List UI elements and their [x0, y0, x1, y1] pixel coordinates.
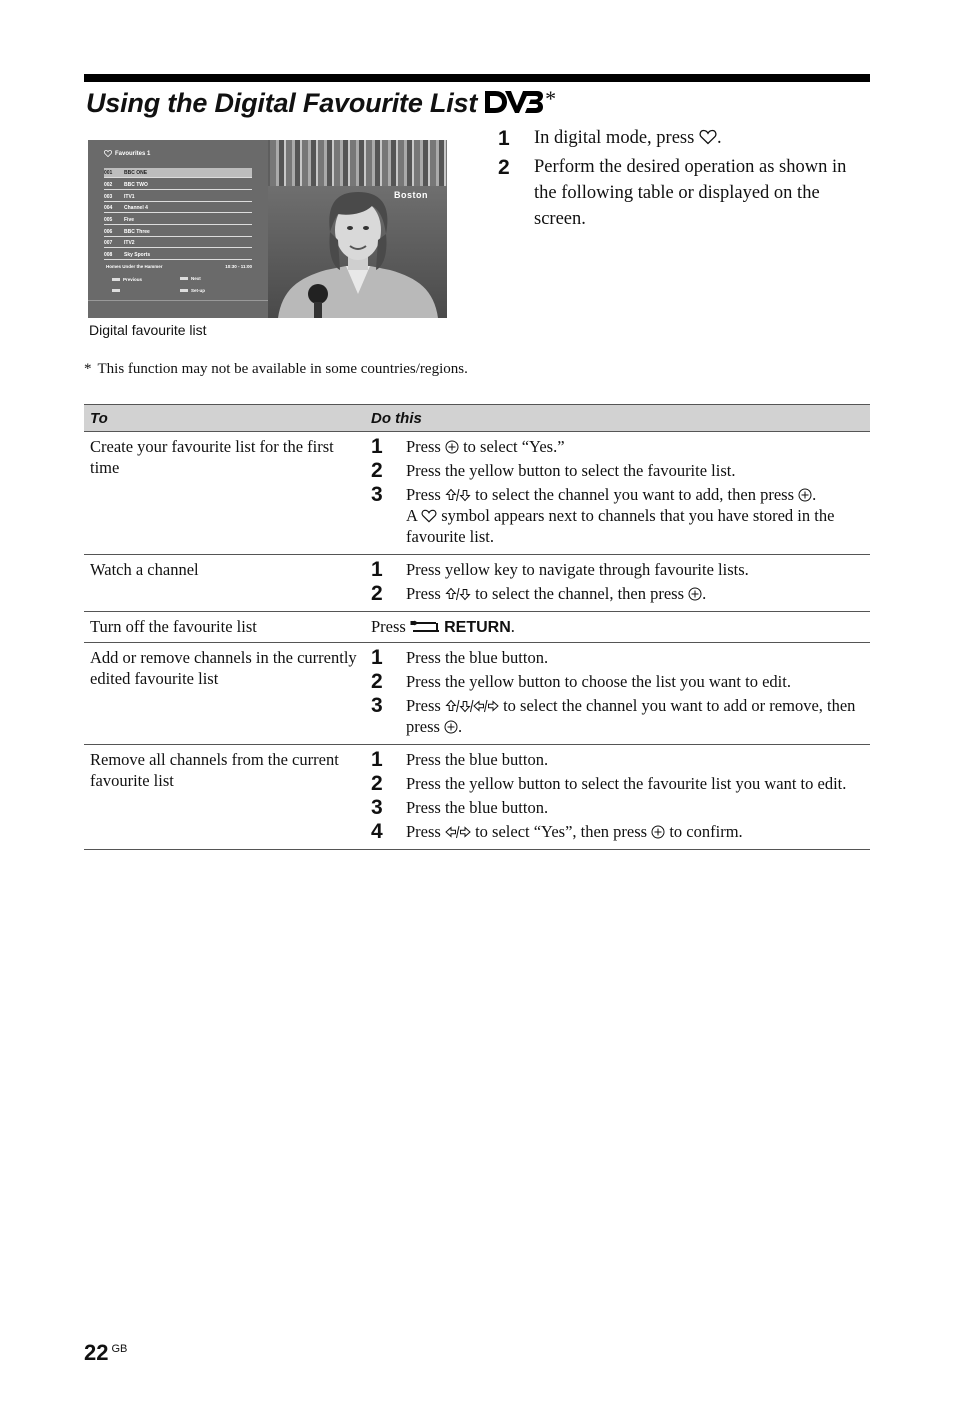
programme-info: Homes Under the Hammer 10:30 - 11:00	[106, 264, 252, 269]
channel-row: 006 BBC Three	[104, 227, 252, 237]
favourites-header-label: Favourites 1	[115, 150, 151, 157]
up-down-arrow-icon	[445, 488, 471, 502]
page-number: 22 $^{GB}$	[84, 1340, 128, 1365]
left-right-arrow-icon	[445, 825, 471, 839]
channel-row: 003 ITV1	[104, 192, 252, 202]
enter-button-icon	[445, 440, 459, 454]
table-row	[84, 643, 870, 745]
channel-row: 005 Five	[104, 215, 252, 225]
table-row	[84, 555, 870, 612]
step-text: In digital mode, press .	[534, 128, 722, 148]
instruction-step: 2 Press the yellow button to select the favourite list.	[371, 459, 736, 482]
instructions-cell	[365, 432, 870, 555]
four-way-arrow-icon	[445, 699, 499, 713]
legend-setup: Set-up	[180, 288, 205, 293]
heart-icon	[699, 129, 717, 145]
task-cell: Create your favourite list for the first time	[84, 432, 365, 555]
footnote: * This function may not be available in some countries/regions.	[84, 361, 468, 377]
favourites-header	[104, 150, 150, 157]
column-header-do-this: Do this	[365, 405, 870, 432]
legend-next: Next	[180, 276, 201, 281]
channel-row: 008 Sky Sports	[104, 250, 252, 260]
instructions-cell: Press RETURN.	[365, 612, 870, 643]
instructions-cell	[365, 643, 870, 745]
enter-button-icon	[798, 488, 812, 502]
step-number: 1	[498, 127, 510, 150]
column-header-to: To	[84, 405, 365, 432]
task-cell: Turn off the favourite list	[84, 612, 365, 643]
instruction-step: 3 Press to select the channel you want to add or remove, then press .	[371, 694, 856, 736]
channel-row: 002 BBC TWO	[104, 180, 252, 190]
instruction-step: 2 Press to select the channel, then press .	[371, 582, 707, 605]
return-icon	[410, 620, 440, 634]
instruction-step: 1 Press yellow key to navigate through favourite lists.	[371, 558, 749, 581]
task-cell: Remove all channels from the current favourite list	[84, 745, 365, 850]
enter-button-icon	[444, 720, 458, 734]
up-down-arrow-icon	[445, 587, 471, 601]
enter-button-icon	[651, 825, 665, 839]
channel-row: 007 ITV2	[104, 238, 252, 248]
legend-previous: Previous	[112, 277, 142, 282]
instruction-step: 2 Press the yellow button to select the favourite list you want to edit.	[371, 772, 847, 795]
instruction-step: 3 Press the blue button.	[371, 796, 549, 819]
location-label: Boston	[394, 190, 428, 200]
channel-row: 001 BBC ONE	[104, 168, 252, 178]
header-rule	[84, 74, 870, 82]
enter-button-icon	[688, 587, 702, 601]
intro-step	[498, 128, 870, 151]
dvb-logo-icon	[481, 88, 543, 123]
step-number: 2	[498, 156, 510, 179]
title-footnote-mark: *	[545, 86, 556, 111]
heart-icon	[421, 509, 437, 523]
table-header-row	[84, 405, 870, 432]
table-row	[84, 432, 870, 555]
task-cell: Watch a channel	[84, 555, 365, 612]
instruction-step: 1 Press the blue button.	[371, 646, 549, 669]
instruction-step: 1 Press to select “Yes.”	[371, 435, 565, 458]
page-title	[86, 86, 556, 123]
instruction-step: 3 Press to select the channel you want to add, then press . A symbol appears next to channels that you have stored in the favourite list.	[371, 483, 835, 546]
step-text: Perform the desired operation as shown in the following table or displayed on the screen.	[534, 157, 847, 229]
figure-caption: Digital favourite list	[89, 322, 207, 338]
instructions-cell	[365, 555, 870, 612]
return-label: RETURN	[444, 619, 511, 636]
instruction-step: 2 Press the yellow button to choose the list you want to edit.	[371, 670, 791, 693]
table-row	[84, 612, 870, 643]
digital-favourite-list-screenshot	[88, 140, 447, 318]
table-row	[84, 745, 870, 850]
intro-steps	[498, 128, 870, 238]
channel-row: 004 Channel 4	[104, 203, 252, 213]
heart-icon	[104, 150, 112, 157]
legend-blank	[112, 289, 120, 292]
task-cell: Add or remove channels in the currently edited favourite list	[84, 643, 365, 745]
instruction-step: 1 Press the blue button.	[371, 748, 549, 771]
page-title-text: Using the Digital Favourite List	[86, 88, 478, 118]
intro-step	[498, 157, 870, 232]
instructions-cell	[365, 745, 870, 850]
instruction-step: 4 Press to select “Yes”, then press to confirm.	[371, 820, 743, 843]
operations-table	[84, 404, 870, 850]
